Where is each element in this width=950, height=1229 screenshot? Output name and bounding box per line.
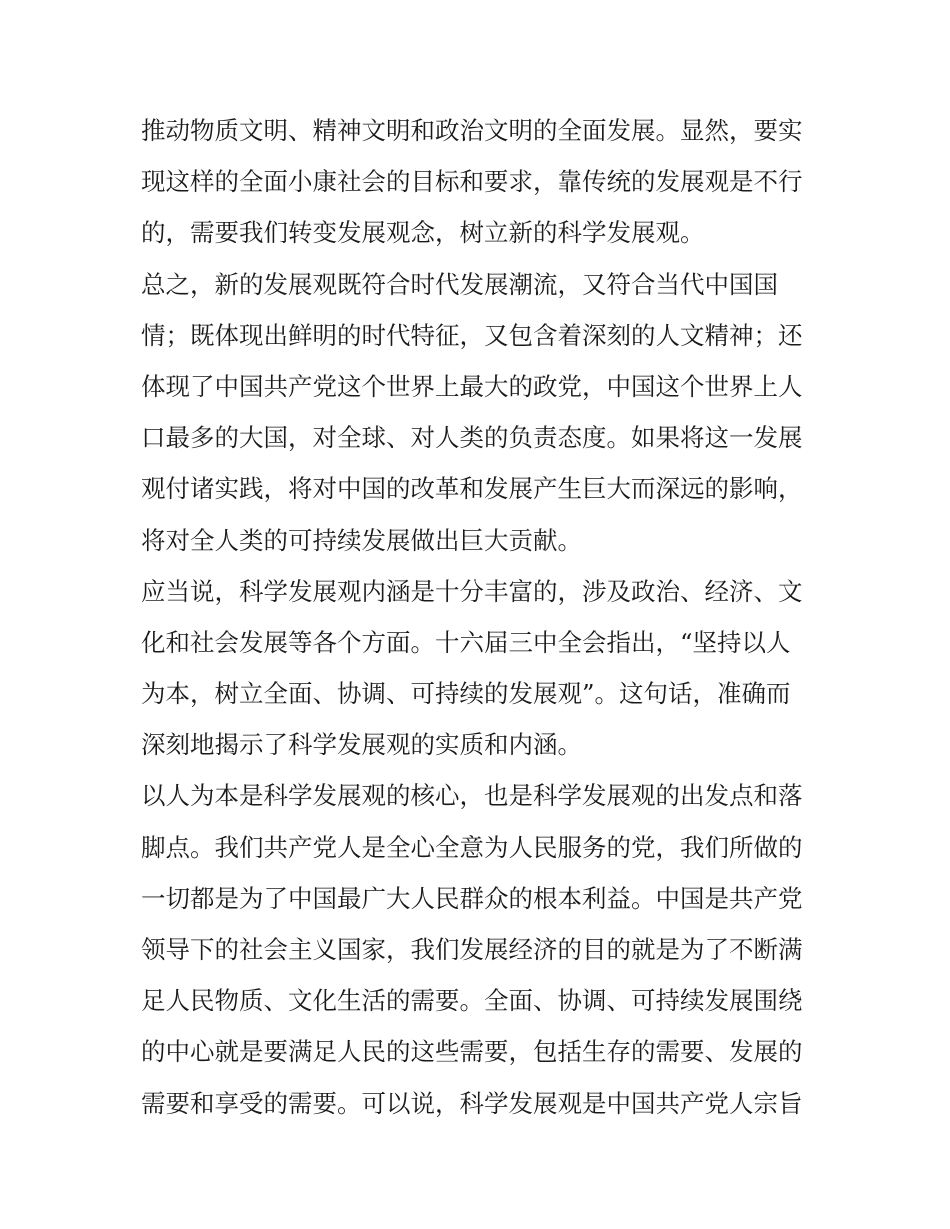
paragraph-4 (141, 770, 813, 1128)
text-line: 以人为本是科学发展观的核心，也是科学发展观的出发点和落 (141, 781, 803, 811)
text-line: 为本，树立全面、协调、可持续的发展观”。这句话，准确而 (141, 679, 791, 709)
text-line: 将对全人类的可持续发展做出巨大贡献。 (141, 525, 582, 555)
text-line: 体现了中国共产党这个世界上最大的政党，中国这个世界上人 (141, 371, 803, 401)
text-line: 观付诸实践，将对中国的改革和发展产生巨大而深远的影响， (141, 474, 803, 504)
text-line: 一切都是为了中国最广大人民群众的根本利益。中国是共产党 (141, 883, 803, 913)
text-line: 领导下的社会主义国家，我们发展经济的目的就是为了不断满 (141, 935, 803, 964)
text-line: 的中心就是要满足人民的这些需要，包括生存的需要、发展的 (141, 1037, 803, 1067)
text-line: 深刻地揭示了科学发展观的实质和内涵。 (141, 730, 582, 760)
paragraph-3 (141, 566, 813, 771)
body-text (141, 105, 813, 1129)
text-line: 推动物质文明、精神文明和政治文明的全面发展。显然，要实 (141, 116, 803, 145)
text-line: 情；既体现出鲜明的时代特征，又包含着深刻的人文精神；还 (141, 320, 803, 350)
text-line: 脚点。我们共产党人是全心全意为人民服务的党，我们所做的 (141, 832, 803, 862)
text-line: 应当说，科学发展观内涵是十分丰富的，涉及政治、经济、文 (141, 576, 803, 606)
paragraph-2 (141, 259, 813, 566)
text-line: 足人民物质、文化生活的需要。全面、协调、可持续发展围绕 (141, 986, 803, 1016)
text-line: 的，需要我们转变发展观念，树立新的科学发展观。 (141, 218, 705, 248)
text-line: 总之，新的发展观既符合时代发展潮流，又符合当代中国国 (141, 269, 778, 299)
text-line: 现这样的全面小康社会的目标和要求，靠传统的发展观是不行 (141, 167, 803, 197)
text-line: 化和社会发展等各个方面。十六届三中全会指出，“坚持以人 (141, 627, 791, 657)
paragraph-1 (141, 105, 813, 259)
text-line: 口最多的大国，对全球、对人类的负责态度。如果将这一发展 (141, 423, 803, 453)
text-line: 需要和享受的需要。可以说，科学发展观是中国共产党人宗旨 (141, 1088, 803, 1118)
